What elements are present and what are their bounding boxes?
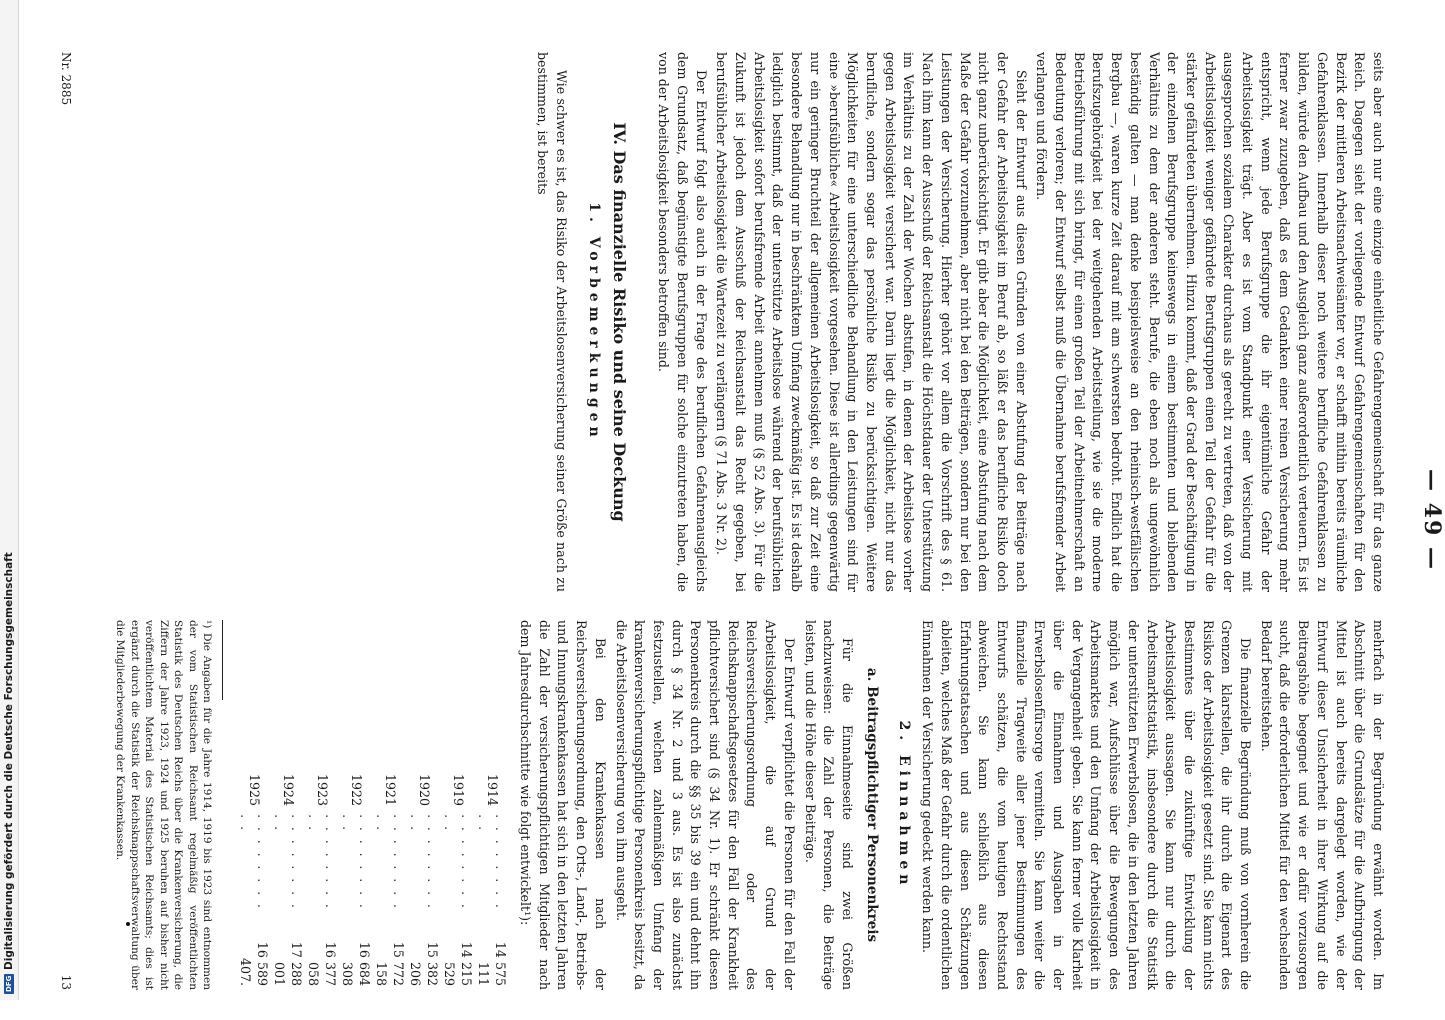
table-row: [407, 770, 441, 990]
scan-margin: [0, 0, 19, 1000]
table-leader-dots: . . . . . . . . . .: [442, 814, 475, 910]
table-year: 1919: [450, 774, 466, 807]
table-leader-dots: . . . . . . . . . .: [238, 814, 271, 910]
table-leader-dots: . . . . . . . . . .: [340, 814, 373, 910]
table-value: 17 288 001: [272, 941, 305, 986]
table-year: 1923: [314, 774, 330, 807]
table-year: 1925: [246, 774, 262, 807]
dfg-logo-icon: DFG: [5, 975, 13, 992]
table-row: [271, 770, 305, 990]
table-value: 15 382 206: [408, 941, 441, 986]
table-value: 16 377 058: [306, 941, 339, 986]
table-leader-dots: . . . . . . . . . .: [374, 814, 407, 910]
paragraph: seits aber auch nur eine einzige einheitliche Gefahrengemeinschaft für das ganze Reich. Dagegen sieht der vorliegende Entwurf Gefahrengemeinschaften für den Bezirk der mittleren Arbeitsnachweisämter vor, er schafft mithin bereits räumliche Gefahrenklassen. Innerhalb dieser noch weitere berufliche Gefahrenklassen zu bilden, würde den Aufbau und den Ausgleich ganz außerordentlich verteuern. Es ist ferner zwar zuzugeben, daß es dem Gedanken einer reinen Versicherung mehr entspricht, wenn jede Berufsgruppe die ihr eigentümliche Gefahr der Arbeitslosigkeit trägt. Aber es ist vom Standpunkt einer Versicherung mit ausgesprochen sozialem Charakter durchaus als gerecht zu vertreten, daß von der Arbeitslosigkeit weniger gefährdete Berufsgruppen einen Teil der Gefahr für die stärker gefährdeten übernehmen. Hinzu kommt, daß der Grad der Beschäftigung in der einzelnen Berufsgruppe keineswegs in einem bestimmten und bleibenden Verhältnis zu dem der anderen steht. Berufe, die eben noch als ungewöhnlich beständig galten — man denke beispielsweise an den rheinisch-westfälischen Bergbau —, waren kurze Zeit darauf mit am schwersten bedroht. Endlich hat die Berufszugehörigkeit bei der weitgehenden Arbeitsteilung, wie sie die moderne Betriebsführung mit sich bringt, für einen großen Teil der Arbeitnehmerschaft an Bedeutung verloren; der Entwurf selbst muß die Übernahme berufsfremder Arbeit verlangen und fördern.: [1034, 52, 1386, 592]
table-row: [475, 770, 509, 990]
page-number: — 49 —: [1419, 469, 1445, 571]
paragraph: mehrfach in der Begründung erwähnt worden. Im Abschnitt über die Grundsätze für die Aufbringung der Mittel ist auch bereits dargelegt worden, wie der Entwurf dieser Unsicherheit in ihrer Wirkung auf die Beitragshöhe begegnet und wie er dafür vorzusorgen sucht, daß die erforderlichen Mittel für den wechselnden Bedarf bereitstehen.: [1258, 620, 1386, 990]
table-leader-dots: . . . . . . . . . .: [306, 814, 339, 910]
print-signature: Nr. 2885: [59, 52, 73, 106]
paragraph: Der Entwurf verpflichtet die Personen für den Fall der Arbeitslosigkeit, die auf Grund der Reichsversicherungsordnung oder des Reichsknappschaftsgesetzes für den Fall der Krankheit pflichtversichert sind (§ 34 Nr. 1). Er schränkt diesen Personenkreis durch die §§ 35 bis 39 ein und dehnt ihn durch § 34 Nr. 2 und 3 aus. Es ist also zunächst festzustellen, welchen zahlenmäßigen Umfang der krankenversicherungspflichtige Personenkreis besitzt, da die Arbeitslosenversicherung von ihm ausgeht.: [613, 620, 797, 990]
table-year: 1924: [280, 774, 296, 807]
footnote-rule: [222, 620, 223, 700]
section-subheading: a. Beitragspflichtiger Personenkreis: [863, 667, 880, 943]
digitization-credit: [1, 551, 17, 994]
table-row: [441, 770, 475, 990]
left-column: [97, 52, 1387, 592]
paragraph: Für die Einnahmeseite sind zwei Größen nachzuweisen: die Zahl der Personen, die Beiträge leisten, und die Höhe dieser Beiträge.: [802, 620, 856, 990]
table-row: [237, 770, 271, 990]
document-page: [45, 20, 1445, 1020]
table-year: 1922: [348, 774, 364, 807]
section-heading: IV. Das finanzielle Risiko und seine Deckung: [609, 122, 629, 522]
footnote: ¹) Die Angaben für die Jahre 1914, 1919 bis 1923 sind entnommen der vom Statistischen Reichsamt regelmäßig veröffentlichten Statistik des Deutschen Reichs über die Krankenversicherung, die Ziffern der Jahre 1923, 1924 und 1925 beruhen auf bisher nicht veröffentlichtem Material des Statistischen Reichsamts; dies ist ergänzt durch die Statistik der Reichsknappschaftsverwaltung über die Mitgliederbewegung der Krankenkassen.: [114, 620, 214, 990]
section-subheading: 1. Vorbemerkungen: [585, 202, 602, 442]
table-row: [339, 770, 373, 990]
table-row: [373, 770, 407, 990]
table-year: 1914: [484, 774, 500, 807]
table-value: 14 575 111: [476, 941, 509, 986]
members-table: [237, 770, 509, 990]
table-leader-dots: . . . . . . . . . .: [476, 814, 509, 910]
paragraph: Wie schwer es ist, das Risiko der Arbeitslosenversicherung seiner Größe nach zu bestimmen, ist bereits: [535, 52, 570, 592]
paragraph: Der Entwurf folgt also auch in der Frage des beruflichen Gefahrenausgleichs dem Grundsatz, daß begünstigte Berufsgruppen für solche einzutreten haben, die von der Arbeitslosigkeit besonders betroffen sind.: [656, 52, 709, 592]
section-heading: 2. Einnahmen: [896, 720, 913, 890]
table-year: 1921: [382, 774, 398, 807]
table-row: [305, 770, 339, 990]
table-leader-dots: . . . . . . . . . .: [272, 814, 305, 910]
paragraph: Bei den Krankenkassen nach der Reichsversicherungsordnung, den Orts-, Land-, Betriebs- und Innungskrankenkassen hat sich in den letzten Jahren die Zahl der versicherungspflichtigen Mitglieder nach dem Jahresdurchschnitte wie folgt entwickelt¹):: [518, 620, 608, 990]
table-value: 16 589 407.: [238, 941, 271, 986]
table-value: 15 772 158: [374, 941, 407, 986]
paragraph: Sieht der Entwurf aus diesen Gründen von einer Abstufung der Beiträge nach der Gefahr der Arbeitslosigkeit im Beruf ab, so läßt er das berufliche Risiko doch nicht ganz unberücksichtigt. Er gibt aber die Möglichkeit, eine Abstufung nach dem Maße der Gefahr vorzunehmen, aber nicht bei den Beiträgen, sondern nur bei den Leistungen der Versicherung. Hierher gehört vor allem die Vorschrift des § 61. Nach ihm kann der Ausschuß der Reichsanstalt die Höchstdauer der Unterstützung im Verhältnis zu der Zahl der Wochen abstufen, in denen der Arbeitslose vorher gegen Arbeitslosigkeit versichert war. Darin liegt die Möglichkeit, nicht nur das berufliche, sondern sogar das persönliche Risiko zu berücksichtigen. Weitere Möglichkeiten für eine unterschiedliche Behandlung in den Leistungen sind für eine »berufsübliche« Arbeitslosigkeit vorgesehen. Diese ist allerdings gegenwärtig nur ein geringer Bruchteil der allgemeinen Arbeitslosigkeit, so daß zur Zeit eine besondere Behandlung nur in beschränktem Umfang zweckmäßig ist. Es ist deshalb lediglich bestimmt, daß der unterstützte Arbeitslose während der berufsüblichen Arbeitslosigkeit sofort berufsfremde Arbeit annehmen muß (§ 52 Abs. 3). Für die Zukunft ist jedoch dem Ausschuß der Reichsanstalt das Recht gegeben, bei berufsüblicher Arbeitslosigkeit die Wartezeit zu verlängern (§ 71 Abs. 3 Nr. 2).: [714, 52, 1029, 592]
table-leader-dots: . . . . . . . . . .: [408, 814, 441, 910]
table-value: 16 684 308: [340, 941, 373, 986]
right-column: [97, 620, 1387, 990]
sheet-number: 13: [59, 974, 73, 990]
paragraph: Die finanzielle Begründung muß von vornherein die Grenzen klarstellen, die ihr durch die Eigenart des Risikos der Arbeitslosigkeit gesetzt sind. Sie kann nichts Bestimmtes über die zukünftige Entwicklung der Arbeitslosigkeit aussagen. Sie kann nur durch die Arbeitsmarktstatistik, insbesondere durch die Statistik der unterstützten Erwerbslosen, die in den letzten Jahren möglich war, Aufschlüsse über die Bewegungen des Arbeitsmarktes und den Umfang der Arbeitslosigkeit in der Vergangenheit geben. Sie kann ferner volle Klarheit über die Einnahmen und Ausgaben in der Erwerbslosenfürsorge vermitteln. Sie kann weiter die finanzielle Tragweite aller jener Bestimmungen des Entwurfs schätzen, die vom heutigen Rechtsstand abweichen. Sie kann schließlich aus diesen Erfahrungstatsachen und aus diesen Schätzungen ableiten, welches Maß der Gefahr durch die ordentlichen Einnahmen der Versicherung gedeckt werden kann.: [920, 620, 1254, 990]
table-value: 14 215 529: [442, 941, 475, 986]
table-year: 1920: [416, 774, 432, 807]
digitization-credit-text: Digitalisierung gefördert durch die Deutsche Forschungsgemeinschaft: [3, 551, 15, 970]
